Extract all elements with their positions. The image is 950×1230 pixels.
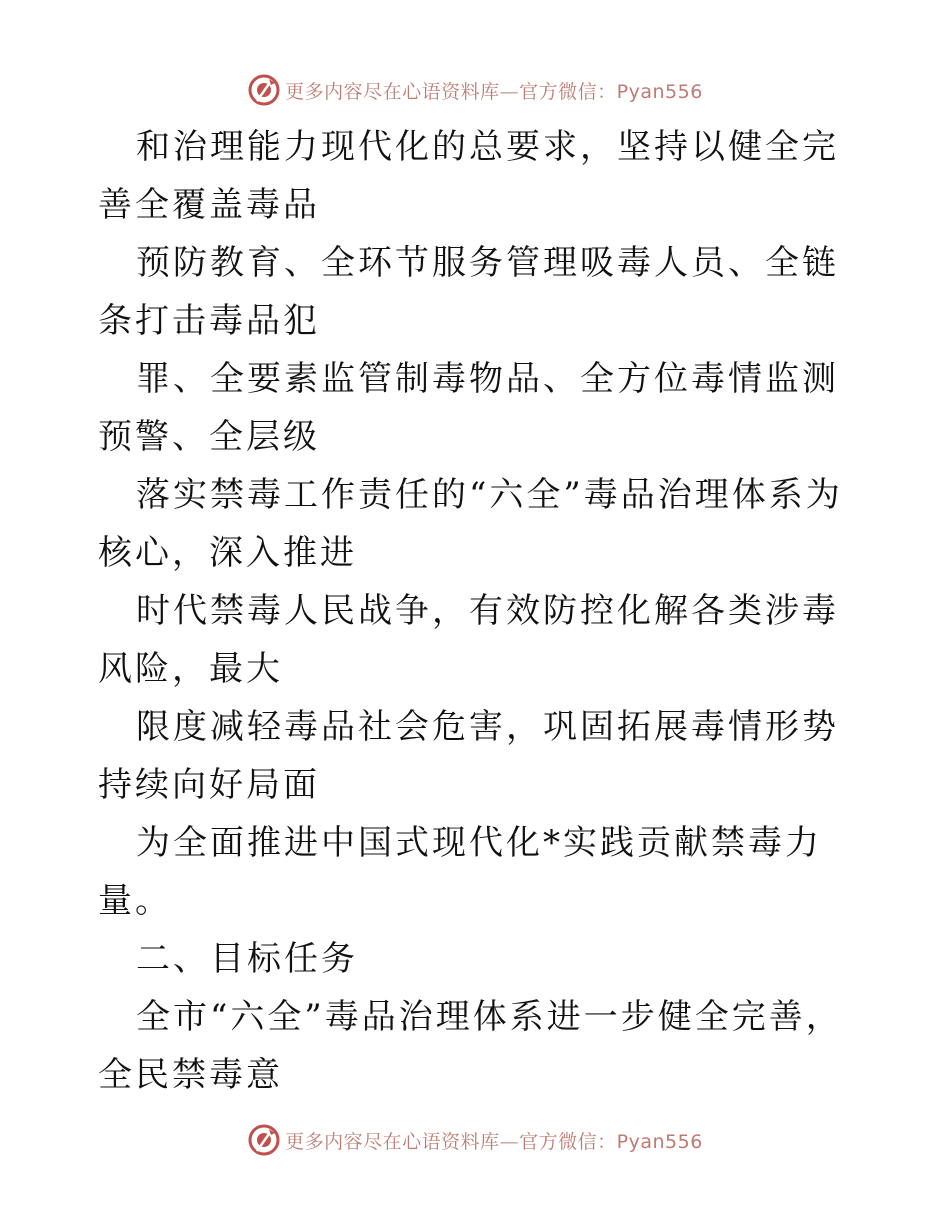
- header-wechat-text: 官方微信：Pyan556: [519, 80, 703, 103]
- header-watermark: [0, 70, 950, 110]
- header-dash: —: [499, 80, 520, 103]
- footer-wechat-text: 官方微信：Pyan556: [519, 1130, 703, 1153]
- brand-logo-icon: [247, 73, 281, 107]
- paragraph: 罪、全要素监管制毒物品、全方位毒情监测预警、全层级: [98, 359, 839, 457]
- paragraph: 落实禁毒工作责任的“六全”毒品治理体系为核心，深入推进: [98, 475, 843, 573]
- paragraph: 预防教育、全环节服务管理吸毒人员、全链条打击毒品犯: [98, 243, 839, 341]
- footer-brand-text: 更多内容尽在心语资料库: [285, 1130, 500, 1153]
- paragraph: 和治理能力现代化的总要求，坚持以健全完善全覆盖毒品: [98, 127, 839, 225]
- brand-logo-icon: [247, 1123, 281, 1157]
- paragraph: 全市“六全”毒品治理体系进一步健全完善，全民禁毒意: [98, 997, 843, 1095]
- document-body: [98, 118, 856, 1104]
- header-brand-text: 更多内容尽在心语资料库: [285, 80, 500, 103]
- footer-watermark: [0, 1120, 950, 1160]
- paragraph: 限度减轻毒品社会危害，巩固拓展毒情形势持续向好局面: [98, 707, 839, 805]
- paragraph: 为全面推进中国式现代化*实践贡献禁毒力量。: [98, 823, 822, 921]
- paragraph: 时代禁毒人民战争，有效防控化解各类涉毒风险，最大: [98, 591, 839, 689]
- section-heading: 二、目标任务: [136, 939, 358, 979]
- footer-dash: —: [499, 1130, 520, 1153]
